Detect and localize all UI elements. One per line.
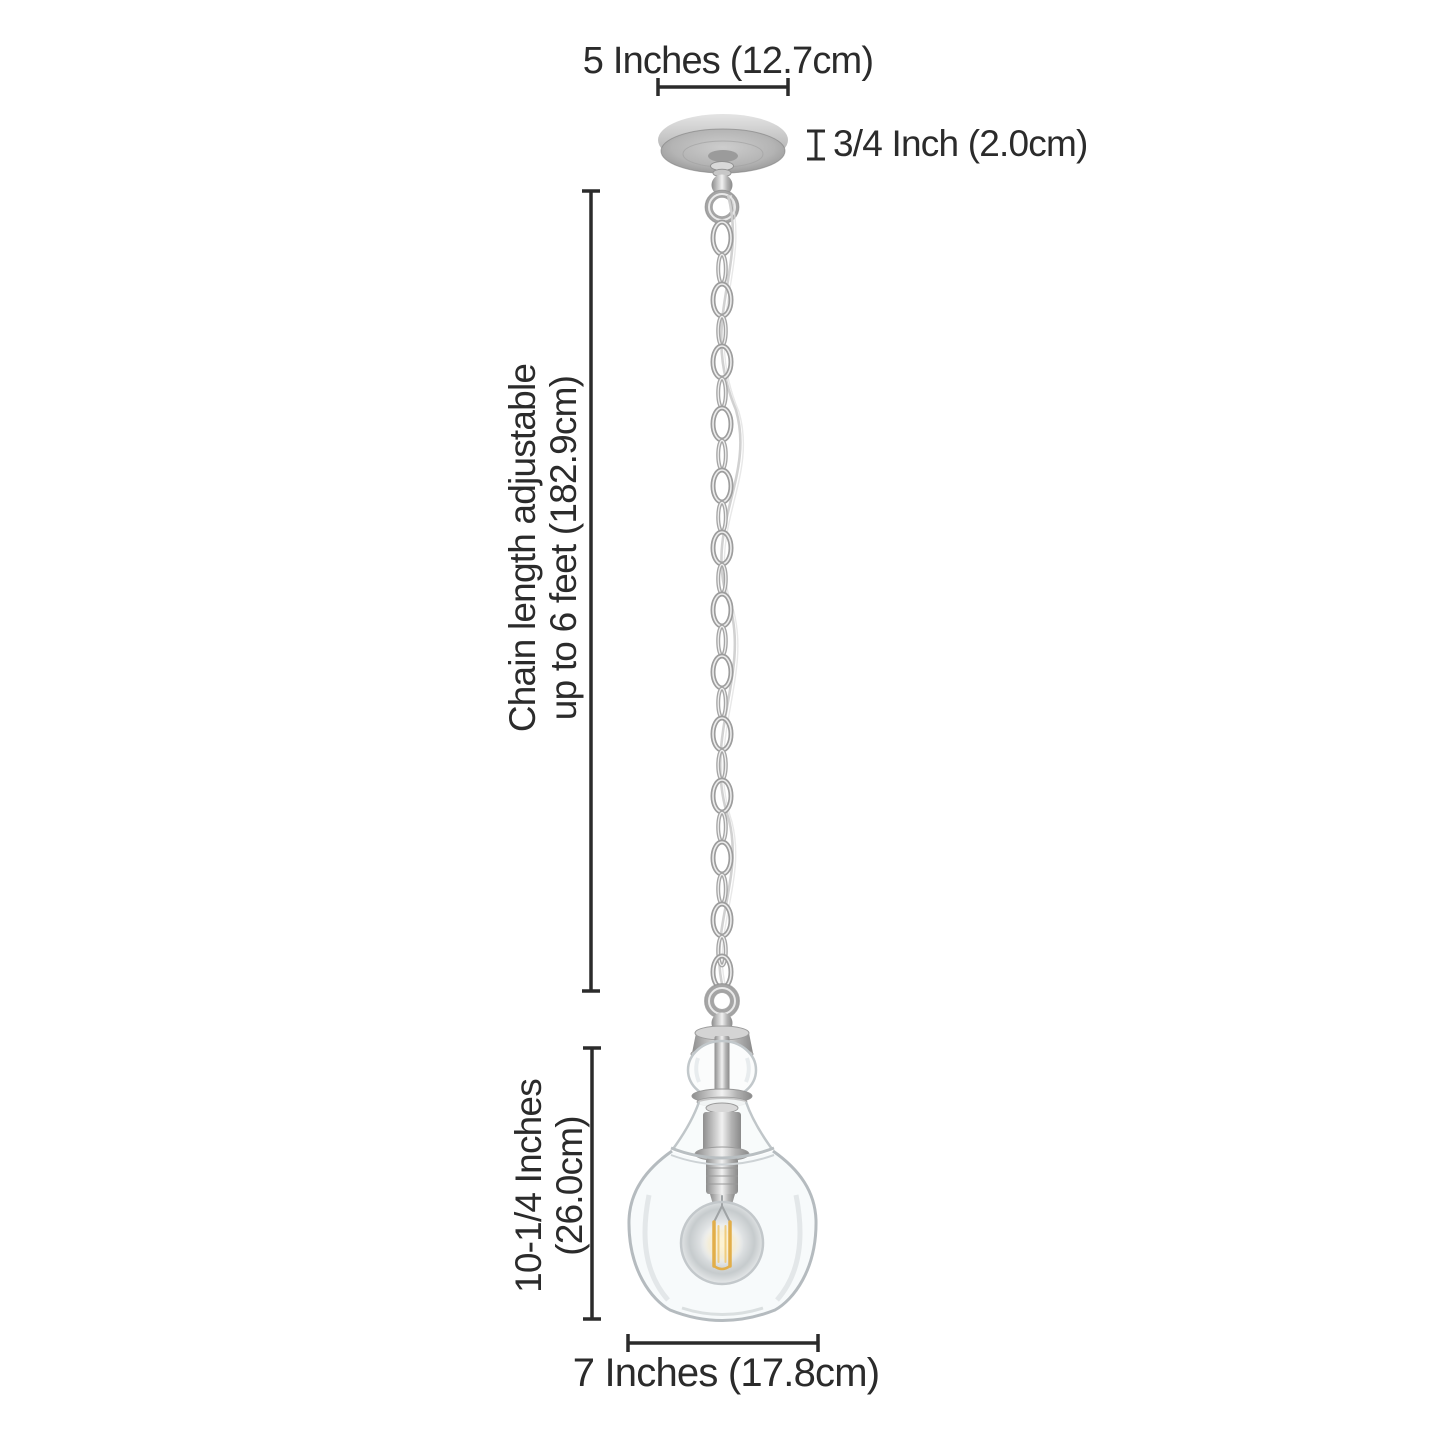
canopy-height-dimension-line: [807, 131, 825, 159]
shade-width-dimension-line: [628, 1334, 818, 1352]
chain-length-dimension-line: [582, 191, 600, 991]
canopy-height-label: 3/4 Inch (2.0cm): [833, 123, 1088, 164]
shade-height-label-line1: 10-1/4 Inches: [508, 1079, 549, 1293]
chain-length-label-line1: Chain length adjustable: [502, 363, 543, 733]
canopy-width-label: 5 Inches (12.7cm): [582, 40, 874, 82]
chain-length-label-line2: up to 6 feet (182.9cm): [543, 375, 584, 721]
shade-width-label: 7 Inches (17.8cm): [572, 1351, 880, 1395]
shade-height-label: [508, 1079, 590, 1293]
shade-height-label-line2: (26.0cm): [549, 1116, 590, 1256]
chain-length-label: [502, 364, 584, 732]
